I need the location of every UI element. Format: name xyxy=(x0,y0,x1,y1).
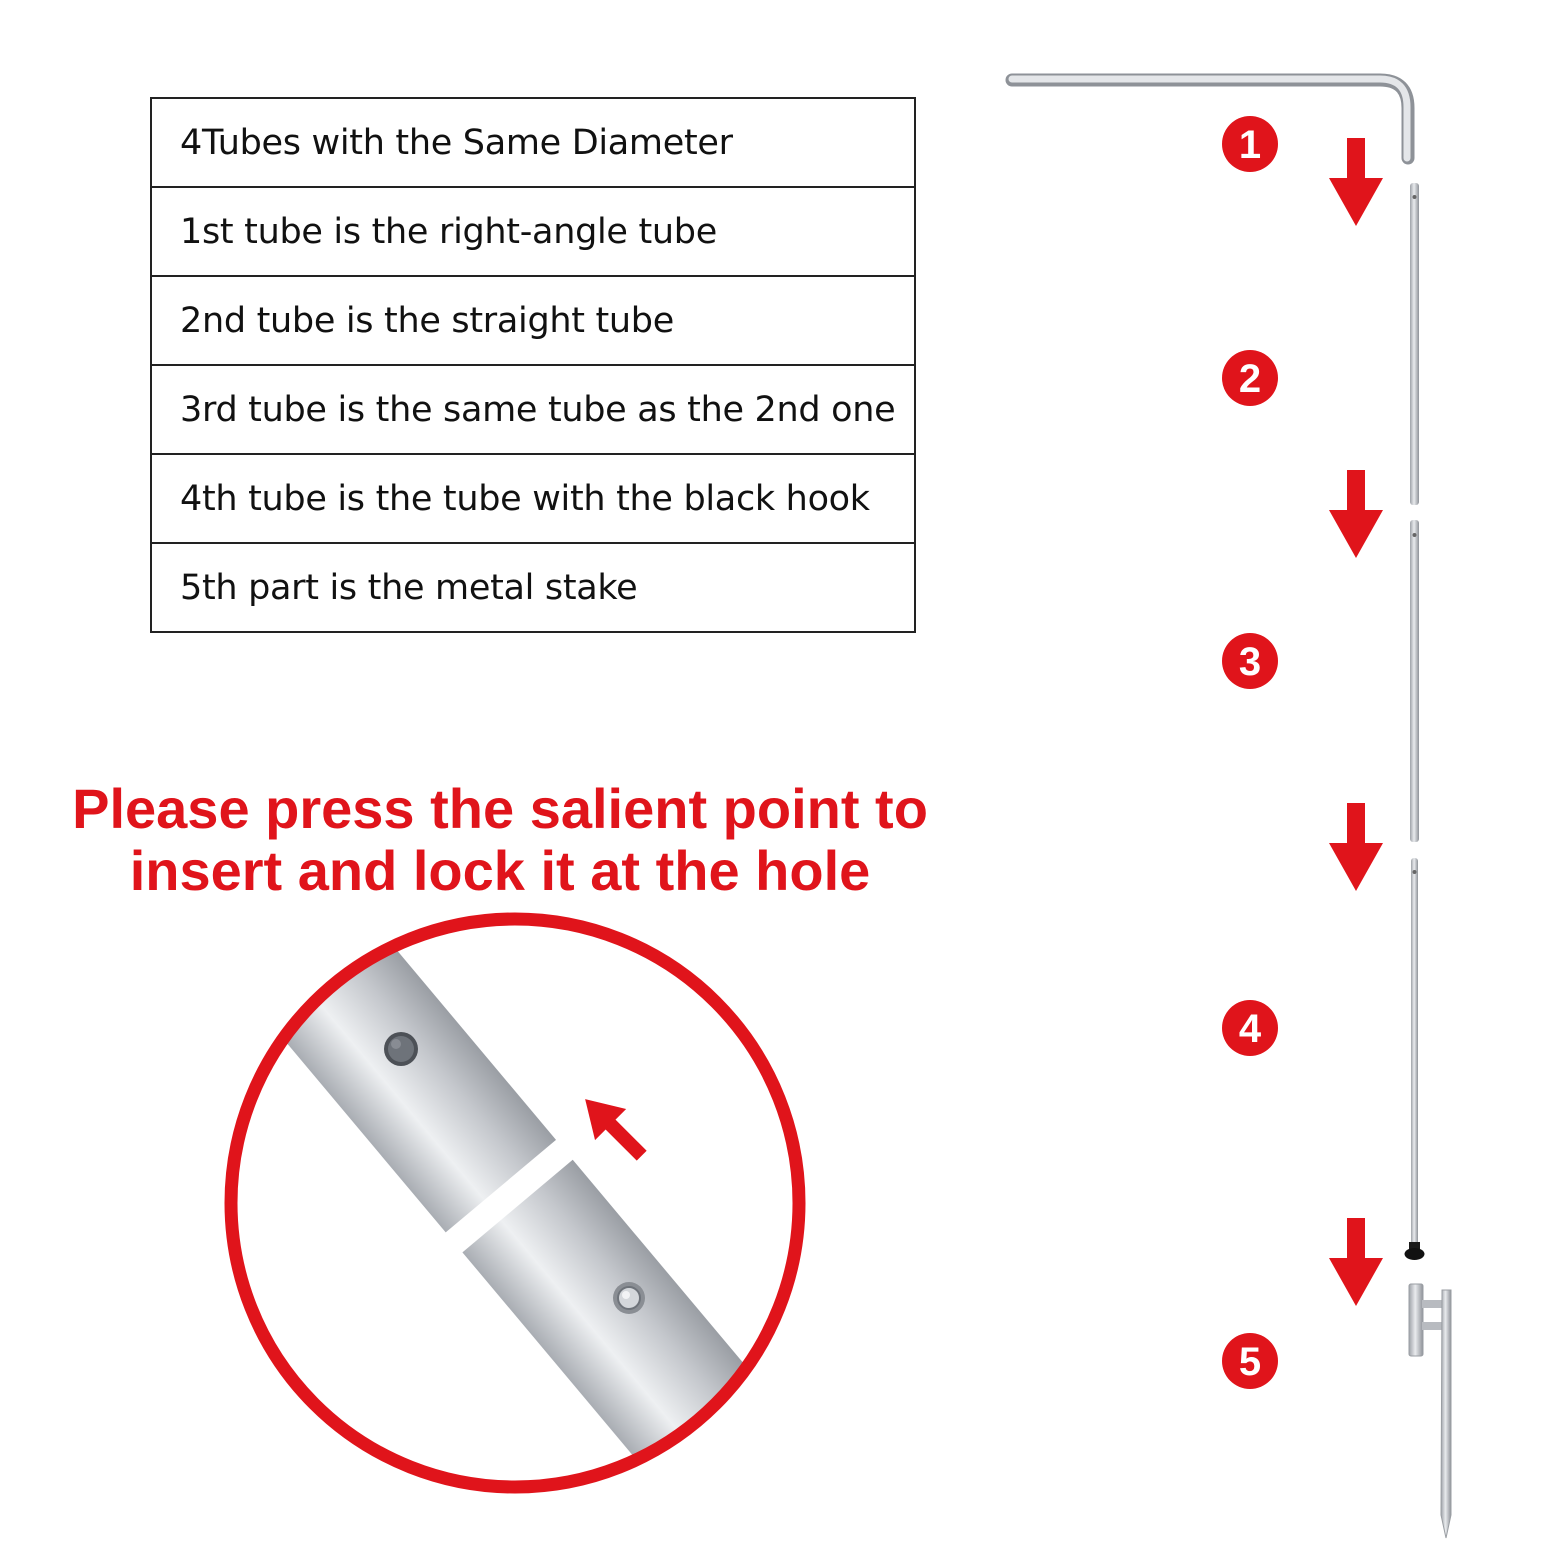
arrow-down-icon xyxy=(1329,1218,1383,1306)
salient-point-icon xyxy=(613,1282,645,1314)
black-hook-icon xyxy=(1405,1242,1425,1260)
tube-4-with-hook xyxy=(1405,858,1425,1260)
table-cell: 2nd tube is the straight tube xyxy=(151,276,915,365)
instruction-line-1: Please press the salient point to xyxy=(72,777,928,840)
instruction-line-2: insert and lock it at the hole xyxy=(129,839,871,902)
arrow-down-icon xyxy=(1329,470,1383,558)
table-cell: 4th tube is the tube with the black hook xyxy=(151,454,915,543)
step-number: 1 xyxy=(1238,123,1262,167)
step-badge-5 xyxy=(1222,1333,1278,1389)
step-number: 5 xyxy=(1238,1340,1262,1384)
step-number: 3 xyxy=(1238,640,1262,684)
zoom-detail xyxy=(190,835,843,1562)
arrow-down-icon xyxy=(1329,138,1383,226)
step-number: 2 xyxy=(1238,357,1262,401)
table-cell: 3rd tube is the same tube as the 2nd one xyxy=(151,365,915,454)
step-number: 4 xyxy=(1238,1007,1262,1051)
tube-2-straight xyxy=(1410,183,1419,505)
step-badge-2 xyxy=(1222,350,1278,406)
step-badge-1 xyxy=(1222,116,1278,172)
metal-stake xyxy=(1409,1284,1451,1538)
table-cell: 4Tubes with the Same Diameter xyxy=(151,98,915,187)
step-badge-4 xyxy=(1222,1000,1278,1056)
step-badge-3 xyxy=(1222,633,1278,689)
arrow-down-icon xyxy=(1329,803,1383,891)
table-cell: 5th part is the metal stake xyxy=(151,543,915,632)
tube-3-straight xyxy=(1410,520,1419,842)
lock-hole-icon xyxy=(384,1032,418,1066)
table-cell: 1st tube is the right-angle tube xyxy=(151,187,915,276)
